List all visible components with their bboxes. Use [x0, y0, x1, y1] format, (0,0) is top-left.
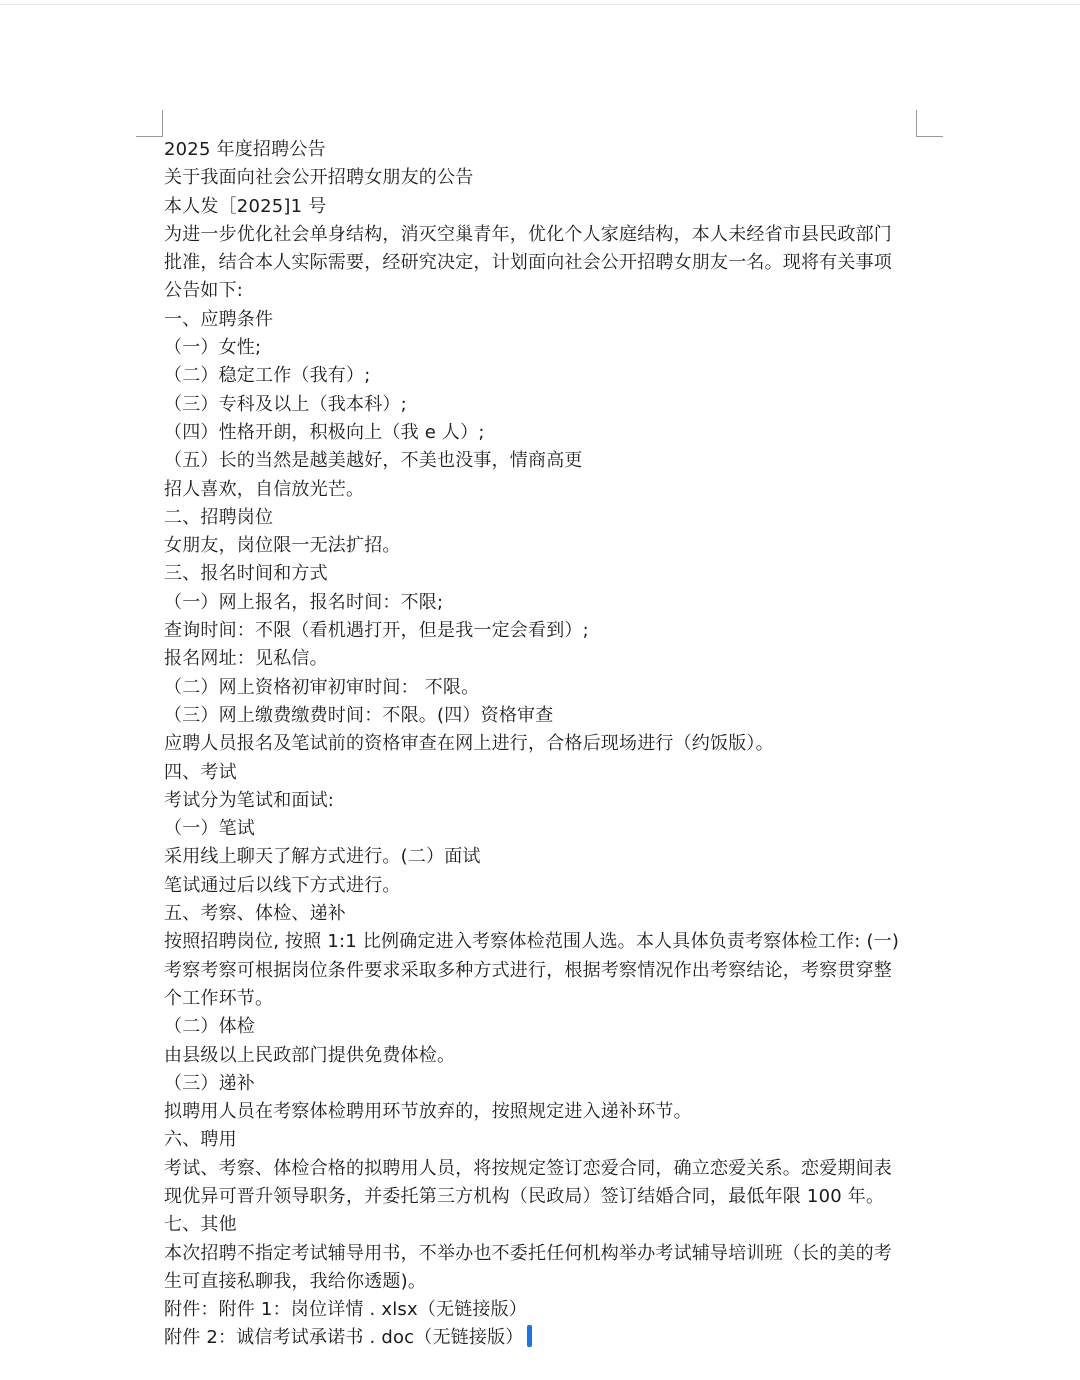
doc-number: 本人发［2025]1 号 — [164, 195, 327, 217]
doc-paragraph-line: 本次招聘不指定考试辅导用书，不举办也不委托任何机构举办考试辅导培训班（长的美的考 — [164, 1242, 892, 1264]
doc-paragraph-line: 查询时间：不限（看机遇打开，但是我一定会看到）; — [164, 620, 589, 642]
attachment-line-last — [164, 1324, 924, 1352]
doc-paragraph-line: 考试分为笔试和面试: — [164, 789, 335, 811]
doc-paragraph-line: 生可直接私聊我，我给你透题)。 — [164, 1270, 427, 1292]
doc-paragraph-line: （一）网上报名，报名时间：不限; — [164, 591, 444, 613]
doc-paragraph-line: （五）长的当然是越美越好，不美也没事，情商高更 — [164, 450, 583, 472]
doc-paragraph-line: 由县级以上民政部门提供免费体检。 — [164, 1044, 456, 1066]
doc-paragraph-line: 报名网址：见私信。 — [164, 648, 328, 670]
doc-subtitle: 关于我面向社会公开招聘女朋友的公告 — [164, 167, 474, 189]
doc-paragraph-line: （三）递补 — [164, 1072, 255, 1094]
doc-paragraph-line: （二）稳定工作（我有）; — [164, 365, 371, 387]
doc-paragraph-line: 拟聘用人员在考察体检聘用环节放弃的，按照规定进入递补环节。 — [164, 1101, 692, 1123]
doc-paragraph-line: 考试、考察、体检合格的拟聘用人员，将按规定签订恋爱合同，确立恋爱关系。恋爱期间表 — [164, 1157, 892, 1179]
top-divider — [0, 4, 1080, 5]
document-body[interactable] — [164, 136, 924, 1353]
doc-paragraph-line: 招人喜欢，自信放光芒。 — [164, 478, 365, 500]
doc-paragraph-line: 应聘人员报名及笔试前的资格审查在网上进行，合格后现场进行（约饭版）。 — [164, 733, 774, 755]
section-heading: 三、报名时间和方式 — [164, 563, 328, 585]
page-corner-mark-right — [916, 110, 943, 137]
doc-paragraph-line: 女朋友，岗位限一无法扩招。 — [164, 535, 401, 557]
doc-paragraph-line: （一）笔试 — [164, 818, 255, 840]
section-heading: 五、考察、体检、递补 — [164, 903, 346, 925]
doc-paragraph-line: （一）女性; — [164, 337, 262, 359]
attachment-text: 附件 2：诚信考试承诺书 . doc（无链接版） — [164, 1327, 524, 1349]
section-heading: 一、应聘条件 — [164, 308, 274, 330]
doc-paragraph-line: 现优异可晋升领导职务，并委托第三方机构（民政局）签订结婚合同，最低年限 100 年。 — [164, 1185, 885, 1207]
doc-paragraph-line: （二）网上资格初审初审时间： 不限。 — [164, 676, 480, 698]
doc-paragraph-line: 笔试通过后以线下方式进行。 — [164, 874, 401, 896]
doc-paragraph-line: 批准，结合本人实际需要，经研究决定，计划面向社会公开招聘女朋友一名。现将有关事项 — [164, 252, 892, 274]
page-corner-mark-left — [136, 110, 163, 137]
doc-paragraph-line: （二）体检 — [164, 1016, 255, 1038]
doc-paragraph-line: 个工作环节。 — [164, 987, 274, 1009]
doc-paragraph-line: 考察考察可根据岗位条件要求采取多种方式进行，根据考察情况作出考察结论，考察贯穿整 — [164, 959, 892, 981]
doc-title: 2025 年度招聘公告 — [164, 139, 326, 160]
doc-paragraph-line: 为进一步优化社会单身结构，消灭空巢青年，优化个人家庭结构，本人未经省市县民政部门 — [164, 223, 892, 245]
section-heading: 六、聘用 — [164, 1129, 237, 1151]
attachment-line: 附件：附件 1：岗位详情 . xlsx（无链接版） — [164, 1299, 528, 1321]
doc-paragraph-line: （三）专科及以上（我本科）; — [164, 393, 407, 415]
section-heading: 七、其他 — [164, 1214, 237, 1236]
doc-paragraph-line: （三）网上缴费缴费时间：不限。(四）资格审查 — [164, 704, 554, 726]
doc-paragraph-line: 按照招聘岗位, 按照 1:1 比例确定进入考察体检范围人选。本人具体负责考察体检工作: (一) — [164, 931, 900, 953]
text-cursor — [527, 1325, 532, 1347]
doc-paragraph-line: （四）性格开朗，积极向上（我 e 人）; — [164, 421, 485, 443]
doc-paragraph-line: 公告如下: — [164, 280, 244, 302]
doc-paragraph-line: 采用线上聊天了解方式进行。(二）面试 — [164, 846, 481, 868]
section-heading: 四、考试 — [164, 761, 237, 783]
section-heading: 二、招聘岗位 — [164, 506, 274, 528]
